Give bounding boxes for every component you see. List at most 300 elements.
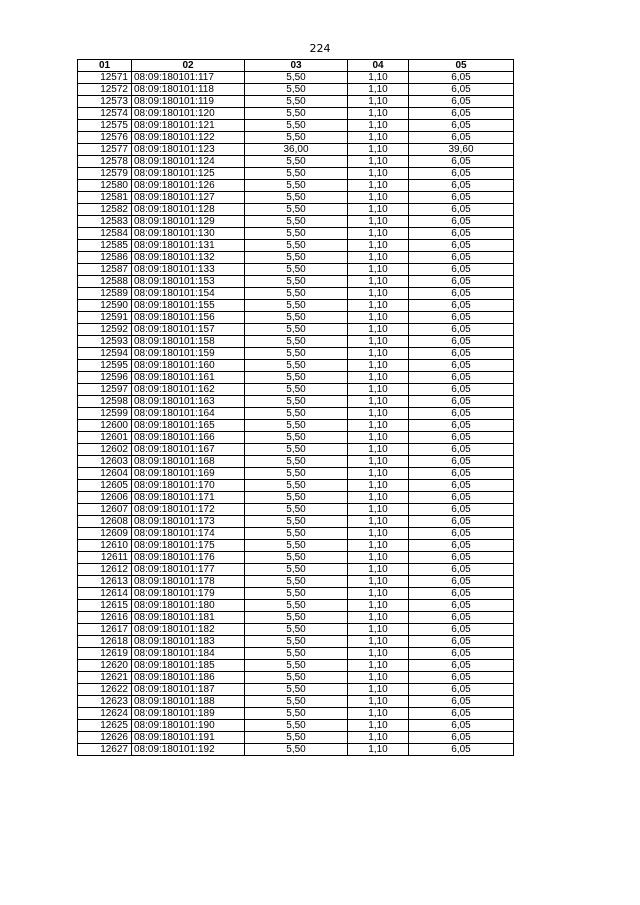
table-row bbox=[78, 552, 514, 564]
cell-id: 12577 bbox=[78, 144, 132, 156]
cell-cadastral-number: 08:09:180101:179 bbox=[132, 588, 245, 600]
cell-value-05: 6,05 bbox=[409, 348, 514, 360]
cell-cadastral-number: 08:09:180101:123 bbox=[132, 144, 245, 156]
cell-value-04: 1,10 bbox=[348, 120, 409, 132]
cell-cadastral-number: 08:09:180101:183 bbox=[132, 636, 245, 648]
cell-value-03: 5,50 bbox=[245, 720, 348, 732]
cell-cadastral-number: 08:09:180101:171 bbox=[132, 492, 245, 504]
cell-cadastral-number: 08:09:180101:132 bbox=[132, 252, 245, 264]
cell-cadastral-number: 08:09:180101:177 bbox=[132, 564, 245, 576]
table-row bbox=[78, 96, 514, 108]
table-row bbox=[78, 408, 514, 420]
cell-value-03: 5,50 bbox=[245, 288, 348, 300]
cell-value-03: 5,50 bbox=[245, 384, 348, 396]
cell-value-04: 1,10 bbox=[348, 360, 409, 372]
cell-value-05: 6,05 bbox=[409, 564, 514, 576]
cell-value-03: 5,50 bbox=[245, 180, 348, 192]
cell-id: 12623 bbox=[78, 696, 132, 708]
cell-value-04: 1,10 bbox=[348, 744, 409, 756]
cell-value-04: 1,10 bbox=[348, 444, 409, 456]
header-row bbox=[78, 60, 514, 72]
cell-value-05: 6,05 bbox=[409, 168, 514, 180]
data-table bbox=[77, 59, 514, 756]
cell-id: 12573 bbox=[78, 96, 132, 108]
cell-value-05: 6,05 bbox=[409, 372, 514, 384]
table-row bbox=[78, 264, 514, 276]
cell-cadastral-number: 08:09:180101:166 bbox=[132, 432, 245, 444]
cell-value-03: 5,50 bbox=[245, 132, 348, 144]
cell-value-04: 1,10 bbox=[348, 684, 409, 696]
table-row bbox=[78, 108, 514, 120]
cell-cadastral-number: 08:09:180101:180 bbox=[132, 600, 245, 612]
cell-cadastral-number: 08:09:180101:129 bbox=[132, 216, 245, 228]
table-row bbox=[78, 744, 514, 756]
cell-id: 12576 bbox=[78, 132, 132, 144]
cell-value-05: 6,05 bbox=[409, 252, 514, 264]
cell-value-03: 5,50 bbox=[245, 336, 348, 348]
table-row bbox=[78, 120, 514, 132]
cell-value-04: 1,10 bbox=[348, 660, 409, 672]
cell-value-05: 6,05 bbox=[409, 624, 514, 636]
cell-value-03: 5,50 bbox=[245, 468, 348, 480]
cell-id: 12621 bbox=[78, 672, 132, 684]
cell-id: 12599 bbox=[78, 408, 132, 420]
cell-value-03: 5,50 bbox=[245, 684, 348, 696]
cell-cadastral-number: 08:09:180101:186 bbox=[132, 672, 245, 684]
cell-value-04: 1,10 bbox=[348, 420, 409, 432]
cell-cadastral-number: 08:09:180101:160 bbox=[132, 360, 245, 372]
cell-value-04: 1,10 bbox=[348, 516, 409, 528]
table-row bbox=[78, 360, 514, 372]
cell-id: 12593 bbox=[78, 336, 132, 348]
cell-value-04: 1,10 bbox=[348, 612, 409, 624]
cell-value-05: 6,05 bbox=[409, 576, 514, 588]
cell-value-04: 1,10 bbox=[348, 480, 409, 492]
column-header-02: 02 bbox=[132, 60, 245, 72]
cell-value-05: 6,05 bbox=[409, 720, 514, 732]
cell-value-05: 6,05 bbox=[409, 360, 514, 372]
cell-id: 12603 bbox=[78, 456, 132, 468]
cell-id: 12607 bbox=[78, 504, 132, 516]
cell-id: 12624 bbox=[78, 708, 132, 720]
cell-value-04: 1,10 bbox=[348, 384, 409, 396]
cell-value-03: 5,50 bbox=[245, 744, 348, 756]
cell-cadastral-number: 08:09:180101:167 bbox=[132, 444, 245, 456]
cell-id: 12584 bbox=[78, 228, 132, 240]
cell-value-05: 6,05 bbox=[409, 228, 514, 240]
cell-cadastral-number: 08:09:180101:133 bbox=[132, 264, 245, 276]
cell-value-03: 5,50 bbox=[245, 168, 348, 180]
table-row bbox=[78, 72, 514, 84]
cell-cadastral-number: 08:09:180101:154 bbox=[132, 288, 245, 300]
table-row bbox=[78, 324, 514, 336]
cell-cadastral-number: 08:09:180101:120 bbox=[132, 108, 245, 120]
cell-id: 12616 bbox=[78, 612, 132, 624]
cell-value-03: 5,50 bbox=[245, 96, 348, 108]
cell-id: 12587 bbox=[78, 264, 132, 276]
cell-value-04: 1,10 bbox=[348, 720, 409, 732]
cell-value-04: 1,10 bbox=[348, 84, 409, 96]
cell-cadastral-number: 08:09:180101:187 bbox=[132, 684, 245, 696]
table-row bbox=[78, 156, 514, 168]
cell-value-03: 5,50 bbox=[245, 252, 348, 264]
cell-id: 12609 bbox=[78, 528, 132, 540]
table-row bbox=[78, 180, 514, 192]
table-row bbox=[78, 384, 514, 396]
cell-value-03: 5,50 bbox=[245, 636, 348, 648]
cell-value-03: 5,50 bbox=[245, 432, 348, 444]
cell-cadastral-number: 08:09:180101:118 bbox=[132, 84, 245, 96]
cell-value-03: 5,50 bbox=[245, 624, 348, 636]
cell-value-04: 1,10 bbox=[348, 204, 409, 216]
cell-value-04: 1,10 bbox=[348, 396, 409, 408]
cell-value-03: 5,50 bbox=[245, 312, 348, 324]
cell-value-05: 6,05 bbox=[409, 516, 514, 528]
cell-id: 12594 bbox=[78, 348, 132, 360]
table-row bbox=[78, 276, 514, 288]
table-row bbox=[78, 660, 514, 672]
column-header-01: 01 bbox=[78, 60, 132, 72]
cell-value-05: 6,05 bbox=[409, 384, 514, 396]
cell-id: 12615 bbox=[78, 600, 132, 612]
cell-value-03: 5,50 bbox=[245, 528, 348, 540]
cell-value-05: 6,05 bbox=[409, 552, 514, 564]
cell-value-05: 6,05 bbox=[409, 180, 514, 192]
cell-cadastral-number: 08:09:180101:161 bbox=[132, 372, 245, 384]
cell-id: 12581 bbox=[78, 192, 132, 204]
cell-cadastral-number: 08:09:180101:181 bbox=[132, 612, 245, 624]
cell-cadastral-number: 08:09:180101:170 bbox=[132, 480, 245, 492]
cell-value-05: 6,05 bbox=[409, 240, 514, 252]
cell-id: 12605 bbox=[78, 480, 132, 492]
cell-value-04: 1,10 bbox=[348, 432, 409, 444]
cell-value-03: 5,50 bbox=[245, 732, 348, 744]
cell-value-04: 1,10 bbox=[348, 732, 409, 744]
cell-value-05: 6,05 bbox=[409, 612, 514, 624]
cell-value-03: 5,50 bbox=[245, 372, 348, 384]
cell-id: 12575 bbox=[78, 120, 132, 132]
cell-value-03: 5,50 bbox=[245, 84, 348, 96]
table-row bbox=[78, 444, 514, 456]
cell-id: 12589 bbox=[78, 288, 132, 300]
cell-value-04: 1,10 bbox=[348, 300, 409, 312]
cell-value-04: 1,10 bbox=[348, 312, 409, 324]
table-row bbox=[78, 396, 514, 408]
cell-value-05: 6,05 bbox=[409, 132, 514, 144]
cell-cadastral-number: 08:09:180101:185 bbox=[132, 660, 245, 672]
cell-cadastral-number: 08:09:180101:173 bbox=[132, 516, 245, 528]
table-row bbox=[78, 132, 514, 144]
cell-value-03: 5,50 bbox=[245, 456, 348, 468]
cell-value-03: 5,50 bbox=[245, 552, 348, 564]
cell-value-04: 1,10 bbox=[348, 492, 409, 504]
table-row bbox=[78, 708, 514, 720]
cell-id: 12572 bbox=[78, 84, 132, 96]
cell-id: 12622 bbox=[78, 684, 132, 696]
table-row bbox=[78, 504, 514, 516]
table-row bbox=[78, 480, 514, 492]
cell-value-03: 5,50 bbox=[245, 408, 348, 420]
cell-value-04: 1,10 bbox=[348, 288, 409, 300]
cell-id: 12571 bbox=[78, 72, 132, 84]
cell-cadastral-number: 08:09:180101:165 bbox=[132, 420, 245, 432]
cell-value-05: 6,05 bbox=[409, 708, 514, 720]
table-row bbox=[78, 612, 514, 624]
cell-id: 12619 bbox=[78, 648, 132, 660]
cell-cadastral-number: 08:09:180101:122 bbox=[132, 132, 245, 144]
table-row bbox=[78, 528, 514, 540]
table-body bbox=[78, 72, 514, 756]
cell-cadastral-number: 08:09:180101:124 bbox=[132, 156, 245, 168]
cell-id: 12600 bbox=[78, 420, 132, 432]
table-row bbox=[78, 648, 514, 660]
table-row bbox=[78, 372, 514, 384]
cell-value-04: 1,10 bbox=[348, 264, 409, 276]
cell-cadastral-number: 08:09:180101:158 bbox=[132, 336, 245, 348]
cell-value-04: 1,10 bbox=[348, 252, 409, 264]
cell-value-03: 5,50 bbox=[245, 216, 348, 228]
cell-value-05: 6,05 bbox=[409, 120, 514, 132]
cell-id: 12611 bbox=[78, 552, 132, 564]
cell-id: 12602 bbox=[78, 444, 132, 456]
cell-cadastral-number: 08:09:180101:159 bbox=[132, 348, 245, 360]
cell-value-03: 5,50 bbox=[245, 672, 348, 684]
cell-value-05: 6,05 bbox=[409, 528, 514, 540]
cell-id: 12613 bbox=[78, 576, 132, 588]
table-row bbox=[78, 432, 514, 444]
table-row bbox=[78, 300, 514, 312]
cell-value-03: 5,50 bbox=[245, 204, 348, 216]
cell-cadastral-number: 08:09:180101:157 bbox=[132, 324, 245, 336]
cell-cadastral-number: 08:09:180101:176 bbox=[132, 552, 245, 564]
cell-value-04: 1,10 bbox=[348, 276, 409, 288]
cell-value-03: 5,50 bbox=[245, 156, 348, 168]
cell-cadastral-number: 08:09:180101:174 bbox=[132, 528, 245, 540]
cell-value-03: 5,50 bbox=[245, 660, 348, 672]
cell-value-05: 6,05 bbox=[409, 396, 514, 408]
table-header bbox=[78, 60, 514, 72]
cell-id: 12595 bbox=[78, 360, 132, 372]
cell-value-05: 6,05 bbox=[409, 84, 514, 96]
cell-value-05: 6,05 bbox=[409, 504, 514, 516]
cell-id: 12598 bbox=[78, 396, 132, 408]
cell-value-04: 1,10 bbox=[348, 408, 409, 420]
cell-value-05: 6,05 bbox=[409, 336, 514, 348]
cell-value-05: 6,05 bbox=[409, 684, 514, 696]
cell-id: 12597 bbox=[78, 384, 132, 396]
cell-value-03: 5,50 bbox=[245, 588, 348, 600]
cell-value-05: 6,05 bbox=[409, 492, 514, 504]
cell-value-04: 1,10 bbox=[348, 588, 409, 600]
table-row bbox=[78, 564, 514, 576]
cell-value-04: 1,10 bbox=[348, 708, 409, 720]
table-row bbox=[78, 636, 514, 648]
cell-cadastral-number: 08:09:180101:121 bbox=[132, 120, 245, 132]
table-row bbox=[78, 600, 514, 612]
table-row bbox=[78, 540, 514, 552]
cell-value-03: 5,50 bbox=[245, 540, 348, 552]
cell-cadastral-number: 08:09:180101:175 bbox=[132, 540, 245, 552]
cell-value-05: 6,05 bbox=[409, 72, 514, 84]
cell-value-04: 1,10 bbox=[348, 168, 409, 180]
cell-id: 12592 bbox=[78, 324, 132, 336]
cell-value-04: 1,10 bbox=[348, 636, 409, 648]
cell-id: 12620 bbox=[78, 660, 132, 672]
cell-value-05: 6,05 bbox=[409, 408, 514, 420]
cell-cadastral-number: 08:09:180101:153 bbox=[132, 276, 245, 288]
cell-value-05: 6,05 bbox=[409, 432, 514, 444]
cell-value-03: 5,50 bbox=[245, 708, 348, 720]
cell-value-03: 5,50 bbox=[245, 228, 348, 240]
cell-value-04: 1,10 bbox=[348, 600, 409, 612]
cell-id: 12590 bbox=[78, 300, 132, 312]
cell-id: 12579 bbox=[78, 168, 132, 180]
cell-value-04: 1,10 bbox=[348, 108, 409, 120]
cell-cadastral-number: 08:09:180101:192 bbox=[132, 744, 245, 756]
cell-id: 12574 bbox=[78, 108, 132, 120]
cell-value-05: 6,05 bbox=[409, 96, 514, 108]
cell-id: 12618 bbox=[78, 636, 132, 648]
cell-cadastral-number: 08:09:180101:117 bbox=[132, 72, 245, 84]
cell-value-05: 6,05 bbox=[409, 288, 514, 300]
cell-value-04: 1,10 bbox=[348, 468, 409, 480]
cell-value-03: 5,50 bbox=[245, 108, 348, 120]
cell-value-04: 1,10 bbox=[348, 132, 409, 144]
cell-cadastral-number: 08:09:180101:130 bbox=[132, 228, 245, 240]
cell-value-04: 1,10 bbox=[348, 72, 409, 84]
cell-value-03: 5,50 bbox=[245, 648, 348, 660]
cell-cadastral-number: 08:09:180101:127 bbox=[132, 192, 245, 204]
cell-value-05: 6,05 bbox=[409, 420, 514, 432]
cell-id: 12586 bbox=[78, 252, 132, 264]
cell-value-03: 5,50 bbox=[245, 420, 348, 432]
table-row bbox=[78, 720, 514, 732]
cell-value-03: 5,50 bbox=[245, 504, 348, 516]
cell-value-04: 1,10 bbox=[348, 228, 409, 240]
cell-cadastral-number: 08:09:180101:162 bbox=[132, 384, 245, 396]
cell-value-04: 1,10 bbox=[348, 528, 409, 540]
cell-value-03: 5,50 bbox=[245, 120, 348, 132]
cell-value-03: 5,50 bbox=[245, 192, 348, 204]
cell-value-03: 5,50 bbox=[245, 516, 348, 528]
cell-value-04: 1,10 bbox=[348, 372, 409, 384]
cell-cadastral-number: 08:09:180101:169 bbox=[132, 468, 245, 480]
table-row bbox=[78, 576, 514, 588]
cell-value-04: 1,10 bbox=[348, 624, 409, 636]
table-row bbox=[78, 684, 514, 696]
table-row bbox=[78, 312, 514, 324]
cell-value-03: 5,50 bbox=[245, 276, 348, 288]
cell-value-04: 1,10 bbox=[348, 540, 409, 552]
table-row bbox=[78, 168, 514, 180]
table-row bbox=[78, 468, 514, 480]
cell-value-03: 5,50 bbox=[245, 444, 348, 456]
cell-value-05: 6,05 bbox=[409, 468, 514, 480]
cell-value-05: 39,60 bbox=[409, 144, 514, 156]
column-header-03: 03 bbox=[245, 60, 348, 72]
cell-id: 12604 bbox=[78, 468, 132, 480]
cell-value-03: 5,50 bbox=[245, 240, 348, 252]
table-row bbox=[78, 672, 514, 684]
cell-id: 12583 bbox=[78, 216, 132, 228]
cell-id: 12588 bbox=[78, 276, 132, 288]
cell-cadastral-number: 08:09:180101:178 bbox=[132, 576, 245, 588]
cell-id: 12614 bbox=[78, 588, 132, 600]
cell-value-05: 6,05 bbox=[409, 456, 514, 468]
cell-id: 12617 bbox=[78, 624, 132, 636]
cell-value-05: 6,05 bbox=[409, 540, 514, 552]
cell-value-05: 6,05 bbox=[409, 636, 514, 648]
table-row bbox=[78, 456, 514, 468]
table-row bbox=[78, 216, 514, 228]
cell-value-05: 6,05 bbox=[409, 264, 514, 276]
cell-cadastral-number: 08:09:180101:155 bbox=[132, 300, 245, 312]
table-row bbox=[78, 420, 514, 432]
cell-value-05: 6,05 bbox=[409, 696, 514, 708]
cell-id: 12610 bbox=[78, 540, 132, 552]
cell-value-03: 5,50 bbox=[245, 348, 348, 360]
cell-id: 12582 bbox=[78, 204, 132, 216]
cell-value-03: 5,50 bbox=[245, 360, 348, 372]
cell-value-04: 1,10 bbox=[348, 180, 409, 192]
cell-id: 12625 bbox=[78, 720, 132, 732]
cell-value-03: 5,50 bbox=[245, 564, 348, 576]
cell-value-04: 1,10 bbox=[348, 456, 409, 468]
cell-value-04: 1,10 bbox=[348, 324, 409, 336]
cell-id: 12627 bbox=[78, 744, 132, 756]
cell-value-03: 5,50 bbox=[245, 300, 348, 312]
table-row bbox=[78, 696, 514, 708]
cell-value-05: 6,05 bbox=[409, 216, 514, 228]
cell-value-03: 5,50 bbox=[245, 264, 348, 276]
cell-cadastral-number: 08:09:180101:188 bbox=[132, 696, 245, 708]
cell-value-05: 6,05 bbox=[409, 276, 514, 288]
cell-value-04: 1,10 bbox=[348, 336, 409, 348]
cell-id: 12626 bbox=[78, 732, 132, 744]
cell-value-05: 6,05 bbox=[409, 660, 514, 672]
cell-cadastral-number: 08:09:180101:184 bbox=[132, 648, 245, 660]
cell-value-05: 6,05 bbox=[409, 588, 514, 600]
cell-id: 12612 bbox=[78, 564, 132, 576]
cell-id: 12580 bbox=[78, 180, 132, 192]
cell-id: 12601 bbox=[78, 432, 132, 444]
cell-value-03: 5,50 bbox=[245, 492, 348, 504]
cell-value-03: 36,00 bbox=[245, 144, 348, 156]
cell-value-03: 5,50 bbox=[245, 480, 348, 492]
cell-value-04: 1,10 bbox=[348, 192, 409, 204]
cell-value-05: 6,05 bbox=[409, 312, 514, 324]
cell-cadastral-number: 08:09:180101:125 bbox=[132, 168, 245, 180]
table-row bbox=[78, 84, 514, 96]
cell-value-04: 1,10 bbox=[348, 504, 409, 516]
cell-value-04: 1,10 bbox=[348, 576, 409, 588]
cell-cadastral-number: 08:09:180101:182 bbox=[132, 624, 245, 636]
cell-cadastral-number: 08:09:180101:131 bbox=[132, 240, 245, 252]
cell-value-04: 1,10 bbox=[348, 696, 409, 708]
cell-value-05: 6,05 bbox=[409, 300, 514, 312]
cell-id: 12591 bbox=[78, 312, 132, 324]
cell-value-03: 5,50 bbox=[245, 696, 348, 708]
cell-value-04: 1,10 bbox=[348, 564, 409, 576]
cell-cadastral-number: 08:09:180101:163 bbox=[132, 396, 245, 408]
table-row bbox=[78, 588, 514, 600]
cell-cadastral-number: 08:09:180101:119 bbox=[132, 96, 245, 108]
cell-value-04: 1,10 bbox=[348, 348, 409, 360]
cell-value-04: 1,10 bbox=[348, 216, 409, 228]
cell-value-03: 5,50 bbox=[245, 612, 348, 624]
table-row bbox=[78, 348, 514, 360]
column-header-04: 04 bbox=[348, 60, 409, 72]
